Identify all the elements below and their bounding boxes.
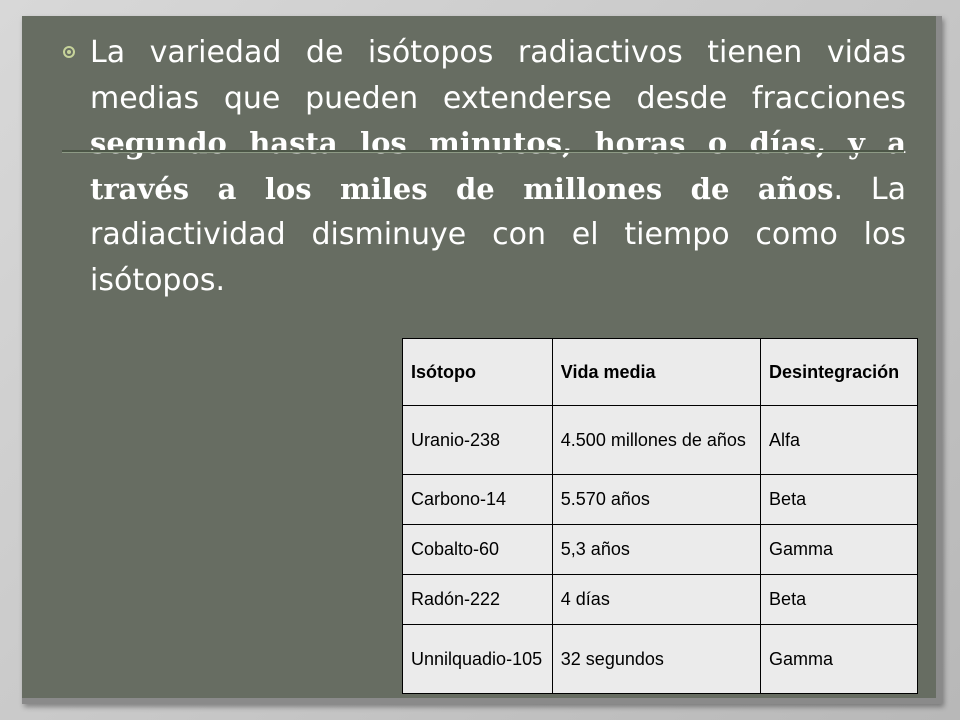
header-vida-media: Vida media (552, 339, 760, 406)
paragraph-text-2 (826, 126, 848, 161)
cell-isotope: Radón-222 (403, 575, 553, 625)
cell-half-life: 5.570 años (552, 475, 760, 525)
table-row (403, 625, 918, 694)
cell-half-life: 4 días (552, 575, 760, 625)
cell-isotope: Unnilquadio-105 (403, 625, 553, 694)
cell-isotope: Uranio-238 (403, 406, 553, 475)
paragraph-text-1: La variedad de isótopos radiactivos tienen vidas medias que pueden extenderse desde fracciones (90, 35, 906, 116)
paragraph-bold-1: segundo hasta los minutos, horas o días, (90, 126, 827, 160)
cell-decay: Beta (761, 575, 918, 625)
table-header-row (403, 339, 918, 406)
cell-half-life: 32 segundos (552, 625, 760, 694)
cell-isotope: Carbono-14 (403, 475, 553, 525)
body-paragraph (90, 30, 906, 303)
cell-decay: Gamma (761, 625, 918, 694)
table-row (403, 406, 918, 475)
decorative-line (62, 150, 904, 153)
paragraph-text-3: . La radiactividad disminuye con el tiempo como los isótopos. (90, 171, 906, 298)
cell-decay: Gamma (761, 525, 918, 575)
header-desintegracion: Desintegración (761, 339, 918, 406)
table-row (403, 575, 918, 625)
cell-decay: Alfa (761, 406, 918, 475)
cell-isotope: Cobalto-60 (403, 525, 553, 575)
cell-decay: Beta (761, 475, 918, 525)
header-isotopo: Isótopo (403, 339, 553, 406)
cell-half-life: 5,3 años (552, 525, 760, 575)
isotopes-table (402, 338, 918, 694)
table-row (403, 525, 918, 575)
table-row (403, 475, 918, 525)
circle-bullet-icon (63, 46, 75, 58)
cell-half-life: 4.500 millones de años (552, 406, 760, 475)
paragraph-bold-2: y a través a los miles de millones de años (90, 126, 906, 206)
